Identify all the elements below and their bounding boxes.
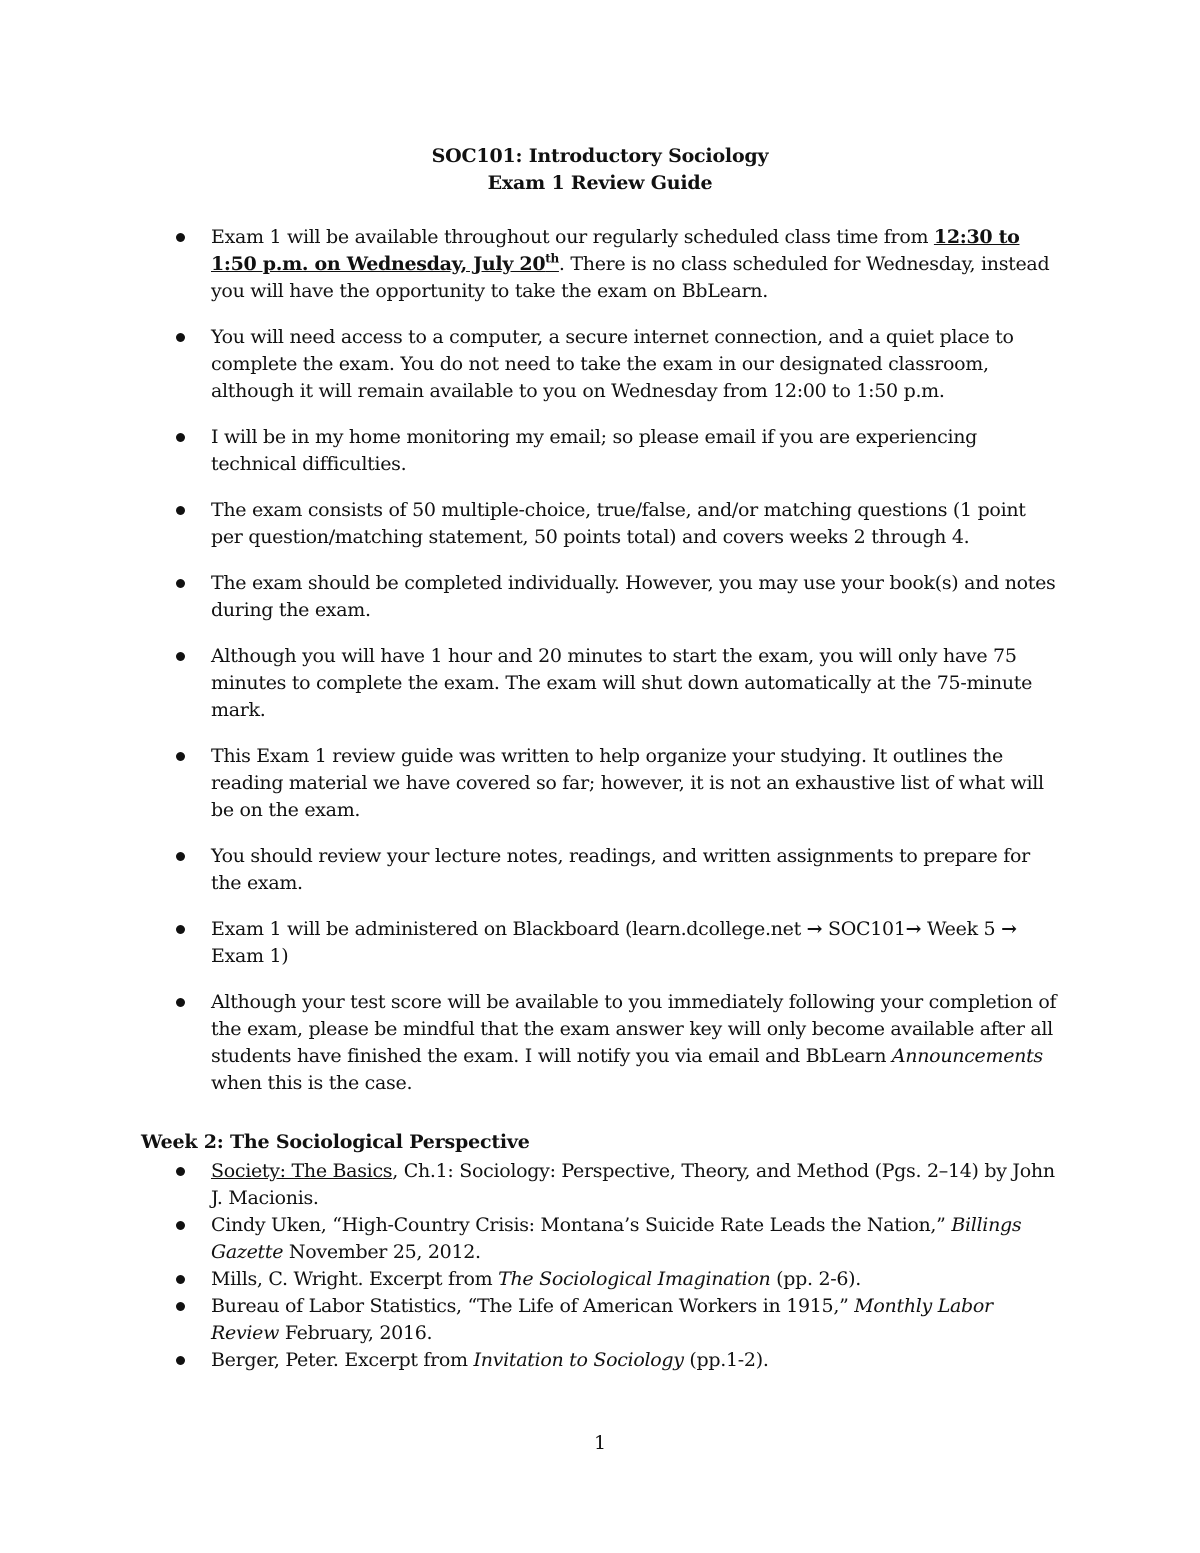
list-item: Bureau of Labor Statistics, “The Life of American Workers in 1915,” Monthly Labor Review February, 2016. <box>0 1293 1061 1347</box>
list-item: This Exam 1 review guide was written to help organize your studying. It outlines the reading material we have covered so far; however, it is not an exhaustive list of what will be on the exam. <box>0 743 1061 824</box>
list-item: Berger, Peter. Excerpt from Invitation to Sociology (pp.1-2). <box>0 1347 1061 1374</box>
list-item: I will be in my home monitoring my email; so please email if you are experiencing technical difficulties. <box>0 424 1061 478</box>
course-title: SOC101: Introductory Sociology <box>431 145 769 167</box>
list-item: Although you will have 1 hour and 20 minutes to start the exam, you will only have 75 minutes to complete the exam. The exam will shut down automatically at the 75-minute mark. <box>0 643 1061 724</box>
list-item: You will need access to a computer, a secure internet connection, and a quiet place to complete the exam. You do not need to take the exam in our designated classroom, although it will remain available to you on Wednesday from 12:00 to 1:50 p.m. <box>0 324 1061 405</box>
arrow-right-icon: → <box>806 918 823 940</box>
arrow-right-icon: → <box>1001 918 1017 940</box>
exam-datetime: 12:30 to 1:50 p.m. on Wednesday, July 20 <box>211 226 1020 275</box>
exam-info-list <box>0 224 1200 1116</box>
page-number: 1 <box>593 1432 607 1454</box>
list-item: Although your test score will be available to you immediately following your completion of the exam, please be mindful that the exam answer key will only become available after all students have finished the exam. I will notify you via email and BbLearn Announcements when this is the case. <box>0 989 1061 1097</box>
list-item: Exam 1 will be available throughout our regularly scheduled class time from 12:30 to 1:50 p.m. on Wednesday, July 20th. There is no class scheduled for Wednesday, instead you will have the opportunity to take the exam on BbLearn. <box>0 224 1061 305</box>
document-title: Exam 1 Review Guide <box>487 172 713 194</box>
list-item: Society: The Basics, Ch.1: Sociology: Perspective, Theory, and Method (Pgs. 2–14) by John J. Macionis. <box>0 1158 1061 1212</box>
list-item: The exam should be completed individually. However, you may use your book(s) and notes during the exam. <box>0 570 1061 624</box>
list-item: You should review your lecture notes, readings, and written assignments to prepare for the exam. <box>0 843 1061 897</box>
section-heading-week2: Week 2: The Sociological Perspective <box>141 1131 530 1153</box>
list-item: Mills, C. Wright. Excerpt from The Sociological Imagination (pp. 2-6). <box>0 1266 1061 1293</box>
list-item: The exam consists of 50 multiple-choice, true/false, and/or matching questions (1 point per question/matching statement, 50 points total) and covers weeks 2 through 4. <box>0 497 1061 551</box>
arrow-right-icon: → <box>905 918 922 940</box>
list-item: Cindy Uken, “High-Country Crisis: Montana’s Suicide Rate Leads the Nation,” Billings Gazette November 25, 2012. <box>0 1212 1061 1266</box>
list-item: Exam 1 will be administered on Blackboard (learn.dcollege.net → SOC101→ Week 5 → Exam 1) <box>0 916 1061 970</box>
week2-reading-list <box>0 1158 1200 1374</box>
